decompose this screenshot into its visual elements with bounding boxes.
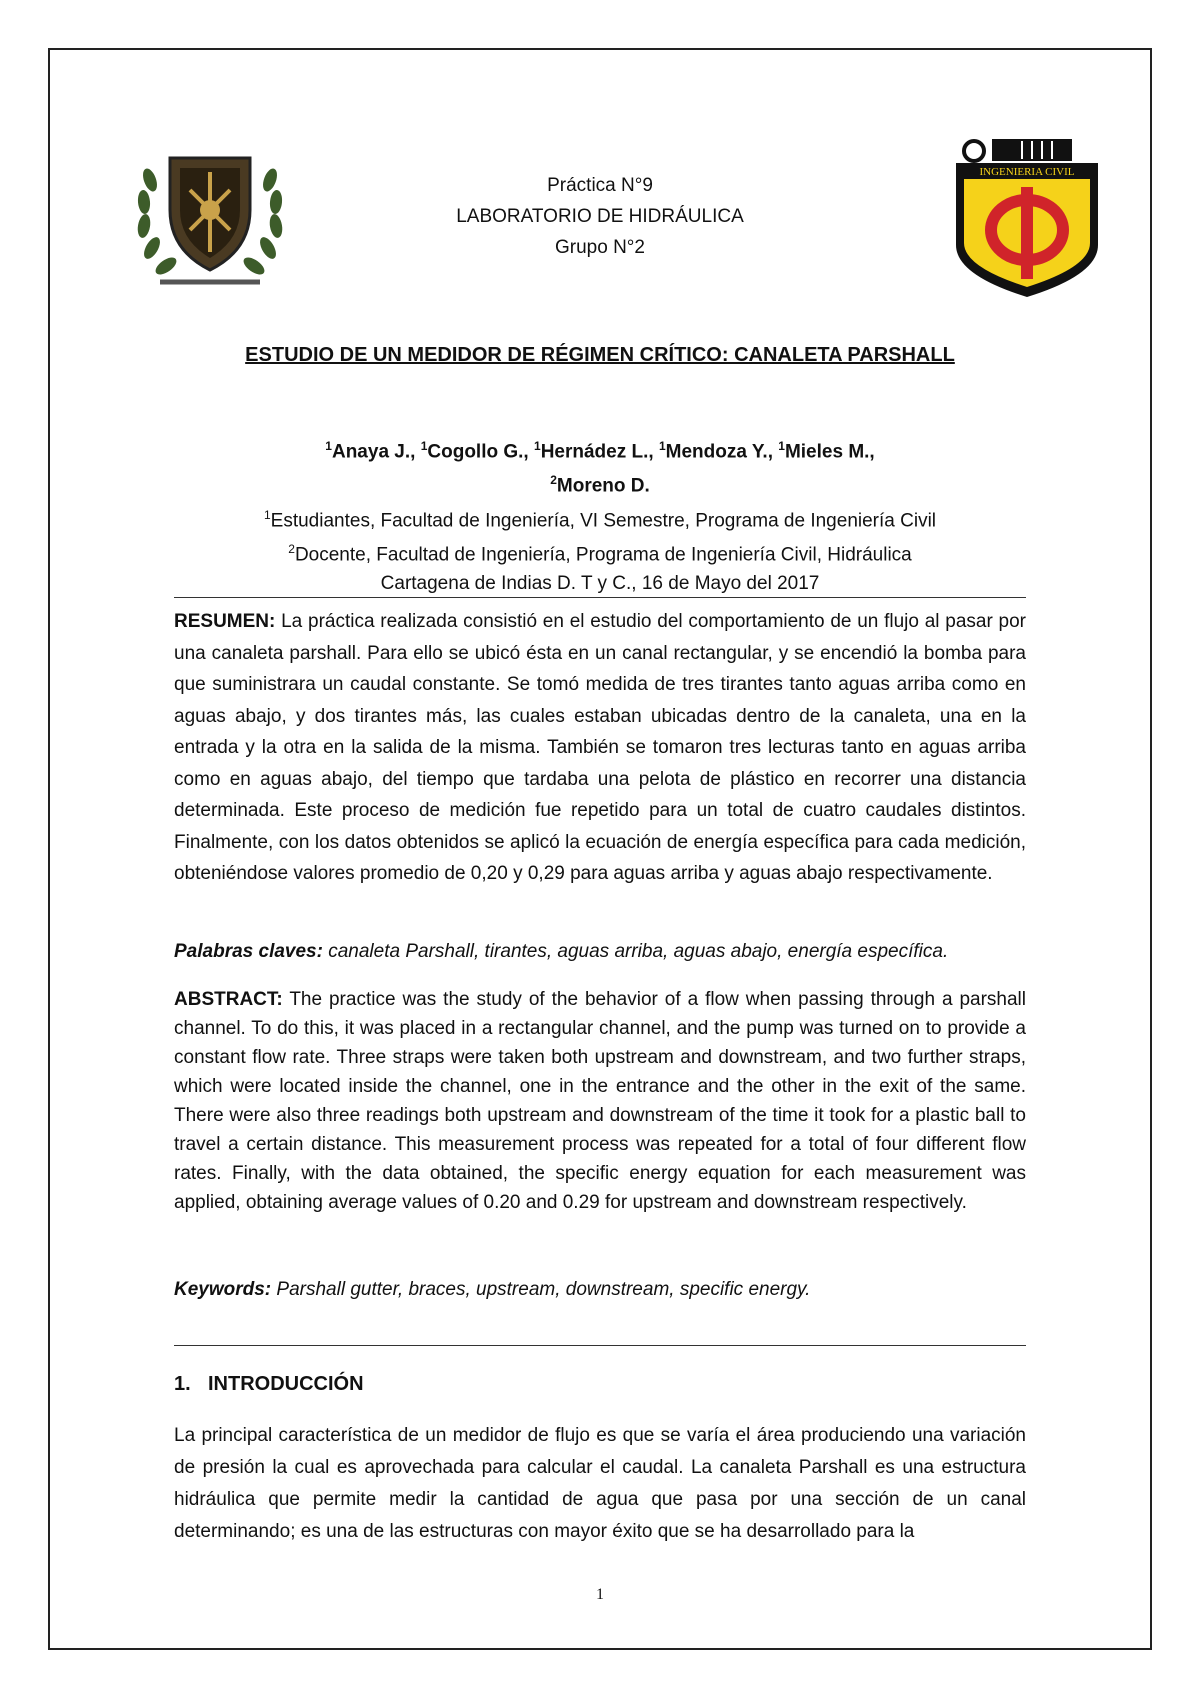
author-affil-sup: 1 bbox=[778, 439, 785, 453]
author-name: Hernádez L., bbox=[540, 441, 654, 463]
paper-title: ESTUDIO DE UN MEDIDOR DE RÉGIMEN CRÍTICO: CANALETA PARSHALL bbox=[245, 344, 955, 366]
affil-sup: 2 bbox=[288, 541, 295, 556]
affil-text: Estudiantes, Facultad de Ingeniería, VI Semestre, Programa de Ingeniería Civil bbox=[270, 509, 937, 531]
affil-text: Docente, Facultad de Ingeniería, Programa de Ingeniería Civil, Hidráulica bbox=[294, 544, 912, 566]
lab-name: LABORATORIO DE HIDRÁULICA bbox=[456, 206, 744, 227]
palabras-claves-text: canaleta Parshall, tirantes, aguas arriba, aguas abajo, energía específica. bbox=[328, 941, 949, 962]
palabras-claves-label: Palabras claves: bbox=[174, 941, 323, 962]
intro-paragraph: La principal característica de un medidor de flujo es que se varía el área produciendo una variación de presión la cual es aprovechada para calcular el caudal. La canaleta Parshall es una estructura hidráulica que permite medir la cantidad de agua que pasa por una sección de un canal determinando; es una de las estructuras con mayor éxito que se ha desarrollado para la bbox=[174, 1425, 1026, 1542]
keywords-text: Parshall gutter, braces, upstream, downstream, specific energy. bbox=[276, 1279, 811, 1300]
divider-top bbox=[174, 597, 1026, 598]
author-name: Mieles M., bbox=[784, 441, 875, 463]
author-name: Moreno D. bbox=[556, 475, 650, 497]
keywords-paragraph bbox=[174, 1275, 1026, 1305]
author-affil-sup: 2 bbox=[550, 473, 557, 488]
svg-text:INGENIERIA CIVIL: INGENIERIA CIVIL bbox=[979, 166, 1075, 178]
ingenieria-civil-logo bbox=[952, 135, 1102, 300]
palabras-claves-paragraph bbox=[174, 937, 1026, 967]
abstract-label: ABSTRACT: bbox=[174, 989, 283, 1010]
author-affil-sup: 1 bbox=[534, 439, 541, 453]
author-list bbox=[150, 432, 1050, 466]
author-name: Cogollo G., bbox=[427, 441, 529, 463]
resumen-paragraph bbox=[174, 606, 1026, 890]
author-name: Mendoza Y., bbox=[665, 441, 773, 463]
section-number: 1. bbox=[174, 1373, 191, 1395]
author-affil-sup: 1 bbox=[658, 439, 666, 453]
university-crest-logo bbox=[130, 140, 290, 300]
authors-block bbox=[150, 432, 1050, 598]
author-affil-sup: 1 bbox=[420, 439, 428, 453]
abstract-text: The practice was the study of the behavior of a flow when passing through a parshall channel. To do this, it was placed in a rectangular channel, and the pump was turned on to provide a constant flow rate. Three straps were taken both upstream and downstream, and two further straps, which were located inside the channel, one in the entrance and the other in the exit of the same. There were also three readings both upstream and downstream of the time it took for a plastic ball to travel a certain distance. This measurement process was repeated for a total of four different flow rates. Finally, with the data obtained, the specific energy equation for each measurement was applied, obtaining average values of 0.20 and 0.29 for upstream and downstream respectively. bbox=[174, 989, 1026, 1213]
group-number: Grupo N°2 bbox=[555, 237, 645, 258]
page-number: 1 bbox=[596, 1586, 604, 1603]
resumen-label: RESUMEN: bbox=[174, 611, 276, 632]
divider-bottom bbox=[174, 1345, 1026, 1346]
resumen-text: La práctica realizada consistió en el estudio del comportamiento de un flujo al pasar por una canaleta parshall. Para ello se ubicó ésta en un canal rectangular, y se encendió la bomba para que suministrara un caudal constante. Se tomó medida de tres tirantes tanto aguas arriba como en aguas abajo, y dos tirantes más, las cuales estaban ubicadas dentro de la canaleta, una en la entrada y la otra en la salida de la misma. También se tomaron tres lecturas tanto en aguas arriba como en aguas abajo, del tiempo que tardaba una pelota de plástico en recorrer una distancia determinada. Este proceso de medición fue repetido para un total de cuatro caudales distintos. Finalmente, con los datos obtenidos se aplicó la ecuación de energía específica para cada medición, obteniéndose valores promedio de 0,20 y 0,29 para aguas arriba y aguas abajo respectivamente. bbox=[174, 611, 1027, 884]
author-name: Anaya J., bbox=[331, 441, 416, 463]
practice-number: Práctica N°9 bbox=[547, 175, 653, 196]
affiliation-teacher bbox=[150, 535, 1050, 569]
affil-sup: 1 bbox=[263, 507, 271, 522]
header-block bbox=[400, 170, 800, 263]
section-heading bbox=[174, 1373, 364, 1396]
author-advisor bbox=[150, 466, 1050, 500]
abstract-paragraph bbox=[174, 985, 1026, 1217]
section-title: INTRODUCCIÓN bbox=[208, 1373, 364, 1395]
affiliation-students bbox=[150, 501, 1050, 535]
place-date: Cartagena de Indias D. T y C., 16 de Mayo del 2017 bbox=[380, 573, 820, 595]
author-affil-sup: 1 bbox=[325, 439, 332, 453]
keywords-label: Keywords: bbox=[174, 1279, 272, 1300]
